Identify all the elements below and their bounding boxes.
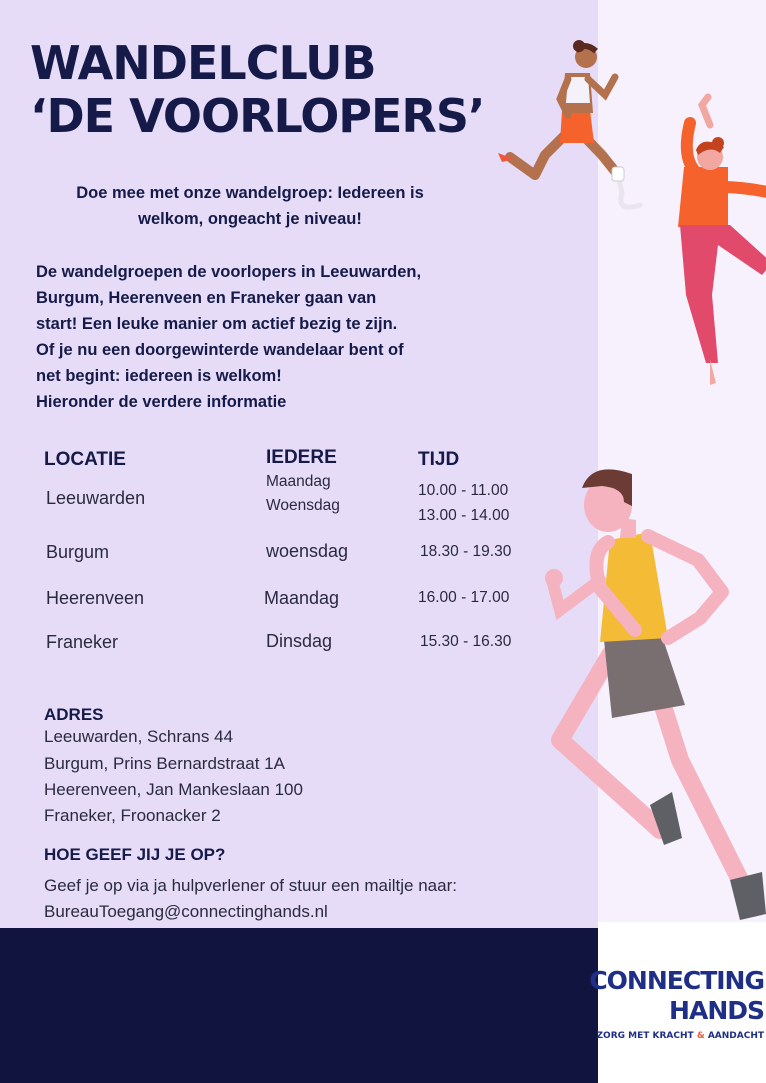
tagline-part: AANDACHT	[707, 1031, 764, 1041]
time-cell: 18.30 - 19.30	[420, 543, 512, 560]
day-cell: Woensdag	[266, 497, 340, 514]
location-cell: Franeker	[46, 632, 119, 652]
running-man	[540, 460, 766, 922]
intro-line: Doe mee met onze wandelgroep: Iedereen is	[76, 184, 424, 202]
location-cell: Leeuwarden	[46, 488, 146, 508]
time-cell: 15.30 - 16.30	[420, 633, 512, 650]
description-line: Of je nu een doorgewinterde wandelaar bent of	[36, 341, 404, 359]
day-cell: Dinsdag	[266, 631, 333, 651]
intro-line: welkom, ongeacht je niveau!	[138, 210, 362, 228]
description-line: net begint: iedereen is welkom!	[36, 367, 282, 385]
location-cell: Burgum	[46, 542, 110, 562]
description-line: Hieronder de verdere informatie	[36, 393, 287, 411]
logo-text-hands: HANDS	[669, 996, 764, 1025]
column-header-day: IEDERE	[266, 447, 337, 468]
time-cell: 16.00 - 17.00	[418, 589, 510, 606]
location-cell: Heerenveen	[46, 588, 145, 608]
description-text	[36, 259, 496, 415]
footer-band	[0, 928, 598, 1083]
address-line: Burgum, Prins Bernardstraat 1A	[44, 754, 285, 773]
tagline-part: ZORG MET KRACHT	[596, 1031, 694, 1041]
intro-text	[40, 180, 460, 232]
signup-text: Geef je op via ja hulpverlener of stuur een mailtje naar:	[44, 876, 457, 895]
signup-email-link[interactable]: BureauToegang@connectinghands.nl	[44, 902, 328, 921]
logo-text-connecting: CONNECTING	[589, 966, 764, 995]
tagline-ampersand: &	[696, 1031, 705, 1041]
description-line: start! Een leuke manier om actief bezig te zijn.	[36, 315, 398, 333]
address-line: Leeuwarden, Schrans 44	[44, 727, 234, 746]
day-cell: Maandag	[266, 473, 331, 490]
day-cell: woensdag	[266, 541, 349, 561]
column-header-time: TIJD	[418, 449, 460, 470]
description-line: Burgum, Heerenveen en Franeker gaan van	[36, 289, 377, 307]
address-line: Heerenveen, Jan Mankeslaan 100	[44, 780, 303, 799]
page-title-line1: WANDELCLUB	[30, 36, 376, 90]
time-cell: 10.00 - 11.00	[418, 482, 509, 499]
time-cell: 13.00 - 14.00	[418, 507, 510, 524]
column-header-location: LOCATIE	[44, 449, 126, 470]
jumping-woman	[662, 95, 766, 385]
signup-heading: HOE GEEF JIJ JE OP?	[44, 845, 226, 864]
page-title-line2: ‘DE VOORLOPERS’	[30, 89, 485, 143]
logo-tagline	[597, 1031, 764, 1041]
address-line: Franeker, Froonacker 2	[44, 806, 221, 825]
address-heading: ADRES	[44, 705, 104, 724]
day-cell: Maandag	[264, 588, 340, 608]
description-line: De wandelgroepen de voorlopers in Leeuwarden,	[36, 263, 422, 281]
runner-with-prosthetic-leg	[490, 35, 630, 220]
